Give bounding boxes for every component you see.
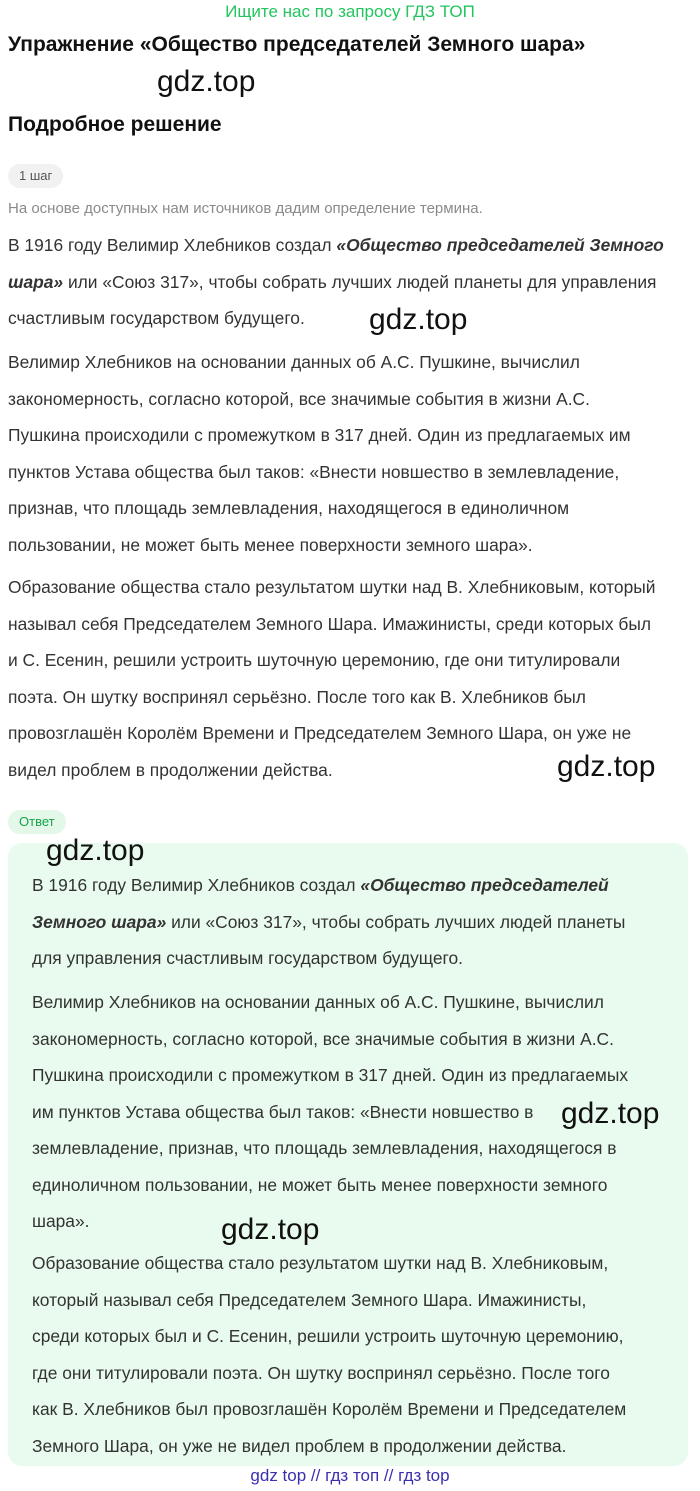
solution-paragraph-2 <box>8 344 692 563</box>
text-line: закономерность, согласно которой, все значимые события в жизни А.С. <box>32 1028 614 1049</box>
text-line: видел проблем в продолжении действа. <box>8 759 333 780</box>
text-line: где они титулировали поэта. Он шутку воспринял серьёзно. После того <box>32 1362 610 1383</box>
text-line <box>8 227 692 264</box>
emphasis-text: Земного шара» <box>32 911 167 932</box>
watermark: gdz.top <box>46 834 145 867</box>
text-line: пунктов Устава общества был таков: «Внести новшество в землевладение, <box>8 461 620 482</box>
text-fragment: или «Союз 317», чтобы собрать лучших людей планеты для управления <box>63 271 657 292</box>
text-line: шара». <box>32 1211 90 1231</box>
text-line: им пунктов Устава общества был таков: «Внести новшество в <box>32 1101 534 1122</box>
step-badge: 1 шаг <box>8 164 63 188</box>
text-line <box>32 904 682 941</box>
emphasis-text: «Общество председателей <box>360 875 609 895</box>
text-line: Образование общества стало результатом шутки над В. Хлебниковым, который <box>8 577 656 597</box>
solution-heading: Подробное решение <box>8 113 222 136</box>
emphasis-text: шара» <box>8 271 64 292</box>
text-line: землевладение, признав, что площадь землевладения, находящегося в <box>32 1138 617 1158</box>
hint-text: На основе доступных нам источников дадим определение термина. <box>8 200 483 217</box>
answer-paragraph-3 <box>32 1245 682 1464</box>
text-fragment: В 1916 году Велимир Хлебников создал <box>8 235 337 255</box>
watermark: gdz.top <box>157 65 256 98</box>
text-line: среди которых был и С. Есенин, решили устроить шуточную церемонию, <box>32 1326 624 1346</box>
text-line: Образование общества стало результатом шутки над В. Хлебниковым, <box>32 1253 609 1273</box>
text-line: Земного Шара, он уже не видел проблем в продолжении действа. <box>32 1435 567 1456</box>
watermark: gdz.top <box>221 1213 320 1246</box>
text-line: для управления счастливым государством будущего. <box>32 948 464 968</box>
exercise-title: Упражнение «Общество председателей Земного шара» <box>8 33 586 56</box>
text-line: и С. Есенин, решили устроить шуточную церемонию, где они титулировали <box>8 650 621 670</box>
text-line: Велимир Хлебников на основании данных об А.С. Пушкине, вычислил <box>8 352 580 372</box>
answer-paragraph-1 <box>32 867 682 977</box>
text-line: признав, что площадь землевладения, находящегося в единоличном <box>8 498 570 518</box>
text-line: Велимир Хлебников на основании данных об А.С. Пушкине, вычислил <box>32 992 604 1012</box>
text-line: закономерность, согласно которой, все значимые события в жизни А.С. <box>8 388 590 409</box>
answer-badge: Ответ <box>8 810 66 834</box>
emphasis-text: «Общество председателей Земного <box>336 235 664 255</box>
text-line: Пушкина происходили с промежутком в 317 дней. Один из предлагаемых им <box>8 425 631 445</box>
text-line: Пушкина происходили с промежутком в 317 дней. Один из предлагаемых <box>32 1065 629 1085</box>
text-line: который называл себя Председателем Земного Шара. Имажинисты, <box>32 1289 587 1310</box>
text-line: как В. Хлебников был провозглашён Королём Времени и Председателем <box>32 1399 627 1419</box>
solution-paragraph-1 <box>8 227 692 337</box>
text-line: поэта. Он шутку воспринял серьёзно. После того как В. Хлебников был <box>8 686 586 707</box>
text-line: единоличном пользовании, не может быть менее поверхности земного <box>32 1174 608 1195</box>
watermark: gdz.top <box>561 1097 660 1130</box>
text-line: счастливым государством будущего. <box>8 308 305 328</box>
footer-links[interactable]: gdz top // гдз топ // гдз top <box>250 1466 450 1485</box>
text-fragment: или «Союз 317», чтобы собрать лучших людей планеты <box>166 911 626 932</box>
watermark: gdz.top <box>557 750 656 783</box>
text-line: провозглашён Королём Времени и Председателем Земного Шара, он уже не <box>8 723 632 743</box>
watermark: gdz.top <box>369 303 468 336</box>
text-line <box>8 264 692 301</box>
text-line <box>32 867 682 904</box>
text-line: пользовании, не может быть менее поверхности земного шара». <box>8 534 533 555</box>
top-banner: Ищите нас по запросу ГДЗ ТОП <box>225 2 475 21</box>
text-line: называл себя Председателем Земного Шара. Имажинисты, среди которых был <box>8 613 652 634</box>
text-fragment: В 1916 году Велимир Хлебников создал <box>32 875 361 895</box>
